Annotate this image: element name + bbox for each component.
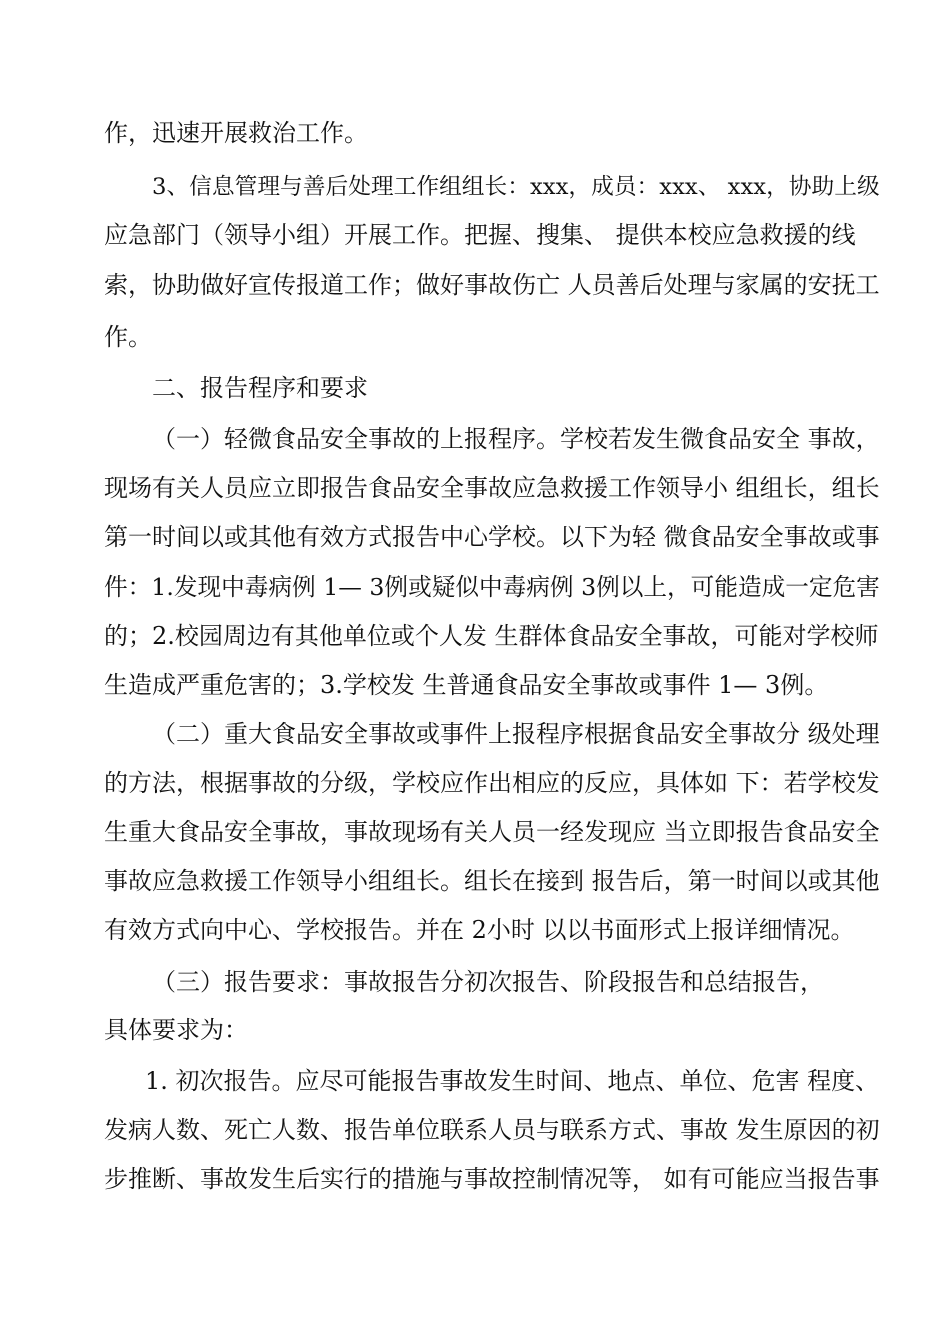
- text-line: 1. 初次报告。应尽可能报告事故发生时间、地点、单位、危害 程度、: [145, 1067, 880, 1095]
- text-line: 作。: [104, 323, 152, 351]
- text-line: 的方法，根据事故的分级，学校应作出相应的反应，具体如 下：若学校发: [104, 769, 880, 797]
- text-line: 生重大食品安全事故，事故现场有关人员一经发现应 当立即报告食品安全: [104, 818, 880, 846]
- text-line: 作，迅速开展救治工作。: [104, 119, 368, 147]
- text-line: 有效方式向中心、学校报告。并在 2小时 以以书面形式上报详细情况。: [104, 916, 855, 944]
- text-line: 发病人数、死亡人数、报告单位联系人员与联系方式、事故 发生原因的初: [104, 1116, 880, 1144]
- text-line: 具体要求为：: [104, 1016, 248, 1044]
- text-line: 件：1.发现中毒病例 1— 3例或疑似中毒病例 3例以上，可能造成一定危害: [104, 573, 880, 601]
- text-line: 索，协助做好宣传报道工作；做好事故伤亡 人员善后处理与家属的安抚工: [104, 271, 880, 299]
- text-line: （一）轻微食品安全事故的上报程序。学校若发生微食品安全 事故，: [152, 425, 880, 453]
- text-line: （二）重大食品安全事故或事件上报程序根据食品安全事故分 级处理: [152, 720, 880, 748]
- text-line: （三）报告要求：事故报告分初次报告、阶段报告和总结报告，: [152, 968, 824, 996]
- text-line: 生造成严重危害的；3.学校发 生普通食品安全事故或事件 1— 3例。: [104, 671, 829, 699]
- text-line: 的；2.校园周边有其他单位或个人发 生群体食品安全事故，可能对学校师: [104, 622, 879, 650]
- text-line: 事故应急救援工作领导小组组长。组长在接到 报告后，第一时间以或其他: [104, 867, 880, 895]
- text-line: 第一时间以或其他有效方式报告中心学校。以下为轻 微食品安全事故或事: [104, 523, 880, 551]
- text-line: 现场有关人员应立即报告食品安全事故应急救援工作领导小 组组长，组长: [104, 474, 880, 502]
- text-line: 应急部门（领导小组）开展工作。把握、搜集、 提供本校应急救援的线: [104, 221, 856, 249]
- text-line: 3、信息管理与善后处理工作组组长：xxx，成员：xxx、 xxx，协助上级: [152, 174, 880, 200]
- section-heading: 二、报告程序和要求: [152, 374, 368, 402]
- text-line: 步推断、事故发生后实行的措施与事故控制情况等， 如有可能应当报告事: [104, 1165, 880, 1193]
